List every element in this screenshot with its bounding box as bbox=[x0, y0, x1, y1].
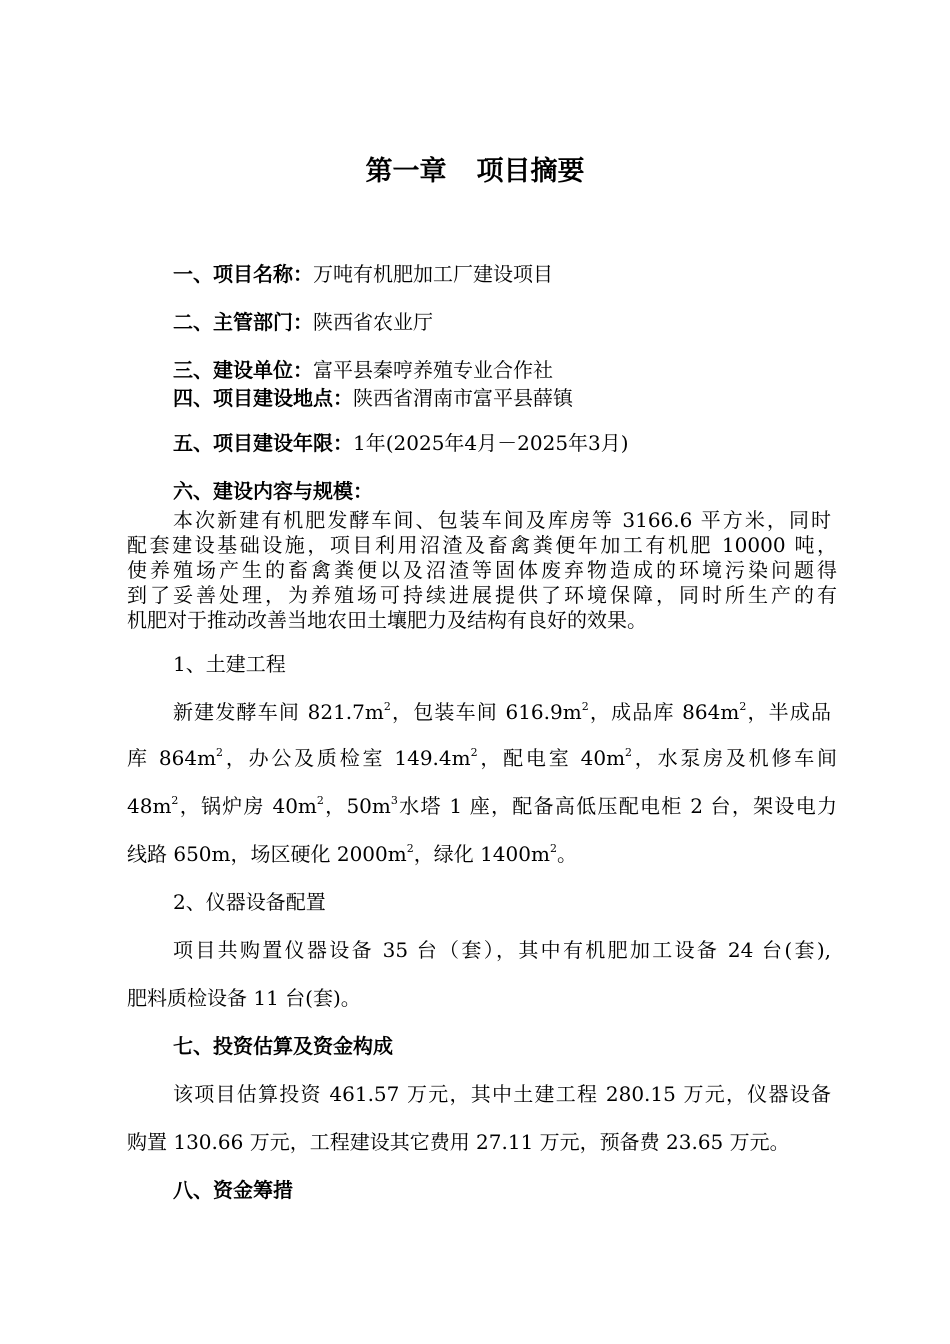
chapter-title bbox=[0, 152, 950, 192]
text-segment: ，锅炉房 40m bbox=[178, 794, 317, 818]
text-segment: 一、项目名称： bbox=[173, 262, 313, 286]
superscript: 2 bbox=[383, 700, 391, 713]
investment-line: 购置 130.66 万元，工程建设其它费用 27.11 万元，预备费 23.65 万元。 bbox=[127, 1130, 790, 1154]
text-segment: 五、项目建设年限： bbox=[173, 431, 353, 455]
civil-line-2 bbox=[127, 746, 837, 770]
text-segment: ，50m bbox=[323, 794, 391, 818]
superscript: 2 bbox=[171, 794, 179, 807]
item-location bbox=[173, 386, 883, 410]
subsection-civil-title: 1、土建工程 bbox=[173, 652, 286, 676]
subsection-equipment-title: 2、仪器设备配置 bbox=[173, 890, 326, 914]
superscript: 2 bbox=[739, 700, 747, 713]
text-segment: 富平县秦哼养殖专业合作社 bbox=[313, 358, 553, 382]
investment-line: 该项目估算投资 461.57 万元，其中土建工程 280.15 万元，仪器设备 bbox=[173, 1082, 831, 1106]
text-segment: 。 bbox=[556, 842, 577, 866]
text-segment: 水塔 1 座，配备高低压配电柜 2 台，架设电力 bbox=[397, 794, 837, 818]
chapter-name: 项目摘要 bbox=[476, 156, 585, 187]
superscript: 2 bbox=[216, 746, 224, 759]
text-segment: 三、建设单位： bbox=[173, 358, 313, 382]
text-segment: ，办公及质检室 149.4m bbox=[223, 746, 471, 770]
text-segment: 万吨有机肥加工厂建设项目 bbox=[313, 262, 553, 286]
section-6-heading: 六、建设内容与规模： bbox=[173, 479, 373, 503]
section-6-intro-line: 使养殖场产生的畜禽粪便以及沼渣等固体废弃物造成的环境污染问题得 bbox=[127, 558, 837, 582]
text-segment: ，包装车间 616.9m bbox=[390, 700, 582, 724]
text-segment: ，绿化 1400m bbox=[413, 842, 550, 866]
text-segment: 二、主管部门： bbox=[173, 310, 313, 334]
text-segment: 新建发酵车间 821.7m bbox=[173, 700, 384, 724]
text-segment: 库 864m bbox=[127, 746, 217, 770]
equipment-line: 肥料质检设备 11 台(套)。 bbox=[127, 986, 361, 1010]
text-segment: ，水泵房及机修车间 bbox=[632, 746, 838, 770]
chapter-number: 第一章 bbox=[365, 156, 447, 187]
section-6-intro-line: 机肥对于推动改善当地农田土壤肥力及结构有良好的效果。 bbox=[127, 608, 647, 632]
section-8-heading: 八、资金筹措 bbox=[173, 1178, 293, 1202]
text-segment: ，半成品 bbox=[746, 700, 832, 724]
section-7-heading: 七、投资估算及资金构成 bbox=[173, 1034, 393, 1058]
text-segment: 48m bbox=[127, 794, 172, 818]
text-segment: ，配电室 40m bbox=[477, 746, 626, 770]
section-6-intro-line: 本次新建有机肥发酵车间、包装车间及库房等 3166.6 平方米，同时 bbox=[173, 508, 831, 532]
superscript: 2 bbox=[549, 842, 557, 855]
superscript: 2 bbox=[470, 746, 478, 759]
text-segment: 线路 650m，场区硬化 2000m bbox=[127, 842, 407, 866]
text-segment: 四、项目建设地点： bbox=[173, 386, 353, 410]
section-6-intro-line: 到了妥善处理，为养殖场可持续进展提供了环境保障，同时所生产的有 bbox=[127, 583, 837, 607]
text-segment: 陕西省农业厅 bbox=[313, 310, 433, 334]
superscript: 2 bbox=[581, 700, 589, 713]
equipment-line: 项目共购置仪器设备 35 台（套），其中有机肥加工设备 24 台(套), bbox=[173, 938, 831, 962]
civil-line-1 bbox=[173, 700, 831, 724]
text-segment: 陕西省渭南市富平县薛镇 bbox=[353, 386, 573, 410]
superscript: 3 bbox=[390, 794, 398, 807]
item-department bbox=[173, 310, 883, 334]
section-6-intro-line: 配套建设基础设施，项目利用沼渣及畜禽粪便年加工有机肥 10000 吨， bbox=[127, 533, 837, 557]
superscript: 2 bbox=[625, 746, 633, 759]
civil-line-4 bbox=[127, 842, 837, 866]
text-segment: ，成品库 864m bbox=[588, 700, 740, 724]
item-duration bbox=[173, 431, 883, 455]
superscript: 2 bbox=[406, 842, 414, 855]
item-project-name bbox=[173, 262, 883, 286]
text-segment: 1年(2025年4月－2025年3月) bbox=[353, 431, 629, 455]
superscript: 2 bbox=[316, 794, 324, 807]
item-builder bbox=[173, 358, 883, 382]
civil-line-3 bbox=[127, 794, 837, 818]
